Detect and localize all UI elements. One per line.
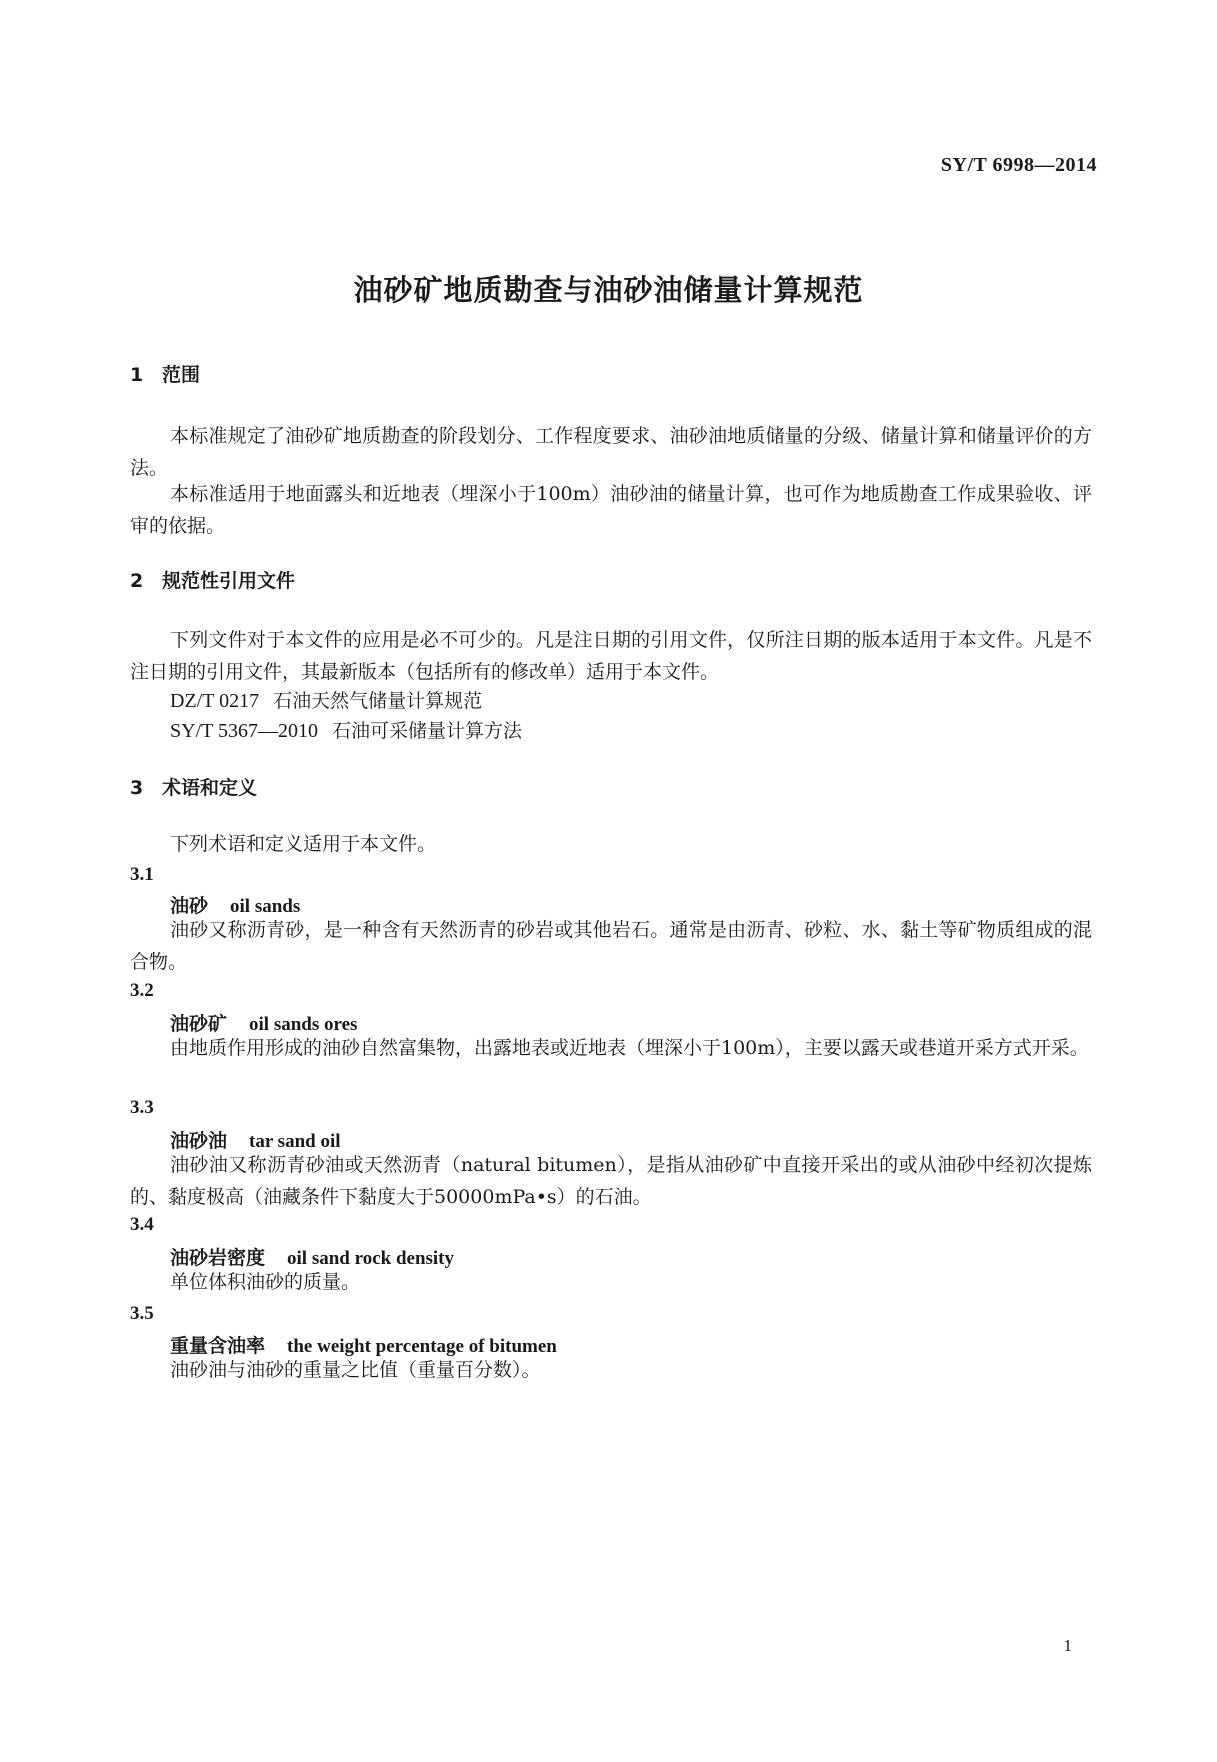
section-number: 2 (130, 570, 144, 592)
term-definition: 油砂油又称沥青砂油或天然沥青（natural bitumen），是指从油砂矿中直接开采出的或从油砂中经初次提炼的、黏度极高（油藏条件下黏度大于50000mPa•s）的石油。 (130, 1154, 1092, 1208)
normative-refs-paragraph: 下列文件对于本文件的应用是必不可少的。凡是注日期的引用文件，仅所注日期的版本适用于本文件。凡是不注日期的引用文件，其最新版本（包括所有的修改单）适用于本文件。 (130, 629, 1092, 683)
reference-title: 石油可采储量计算方法 (331, 720, 522, 742)
clause-number: 3.1 (130, 864, 154, 885)
reference-code: SY/T 5367—2010 (170, 720, 318, 742)
section-number: 3 (130, 777, 144, 799)
section-number: 1 (130, 364, 144, 386)
term-definition: 油砂油与油砂的重量之比值（重量百分数）。 (170, 1359, 541, 1381)
section-3-heading (130, 773, 257, 800)
section-1-heading (130, 360, 200, 387)
term-definition: 由地质作用形成的油砂自然富集物，出露地表或近地表（埋深小于100m），主要以露天或巷道开采方式开采。 (170, 1037, 1089, 1059)
scope-paragraph-1: 本标准规定了油砂矿地质勘查的阶段划分、工作程度要求、油砂油地质储量的分级、储量计算和储量评价的方法。 (130, 425, 1092, 479)
clause-number: 3.4 (130, 1214, 154, 1235)
reference-code: DZ/T 0217 (170, 690, 260, 712)
term-en: oil sands ores (249, 1014, 358, 1035)
section-title: 规范性引用文件 (162, 570, 296, 592)
term-definition: 单位体积油砂的质量。 (170, 1271, 361, 1293)
term-zh: 油砂矿 (170, 1013, 228, 1035)
term-en: tar sand oil (249, 1131, 341, 1152)
clause-number: 3.2 (130, 980, 154, 1001)
document-title: 油砂矿地质勘查与油砂油储量计算规范 (353, 273, 864, 307)
term-zh: 重量含油率 (170, 1335, 266, 1357)
term-zh: 油砂 (170, 895, 209, 917)
terms-intro: 下列术语和定义适用于本文件。 (170, 833, 437, 855)
term-en: oil sand rock density (287, 1248, 455, 1269)
page-number: 1 (1063, 1636, 1072, 1655)
section-title: 术语和定义 (162, 777, 258, 799)
term-definition: 油砂又称沥青砂，是一种含有天然沥青的砂岩或其他岩石。通常是由沥青、砂粒、水、黏土等矿物质组成的混合物。 (130, 919, 1092, 973)
scope-paragraph-2: 本标准适用于地面露头和近地表（埋深小于100m）油砂油的储量计算，也可作为地质勘查工作成果验收、评审的依据。 (130, 483, 1092, 537)
term-zh: 油砂岩密度 (170, 1247, 266, 1269)
reference-item (170, 686, 482, 713)
term-en: the weight percentage of bitumen (287, 1336, 557, 1357)
term-en: oil sands (230, 896, 301, 917)
section-title: 范围 (162, 364, 201, 386)
reference-item (170, 716, 522, 743)
clause-number: 3.5 (130, 1303, 154, 1324)
reference-title: 石油天然气储量计算规范 (273, 690, 483, 712)
clause-number: 3.3 (130, 1097, 154, 1118)
section-2-heading (130, 566, 295, 593)
term-zh: 油砂油 (170, 1130, 228, 1152)
standard-code: SY/T 6998—2014 (940, 154, 1097, 176)
